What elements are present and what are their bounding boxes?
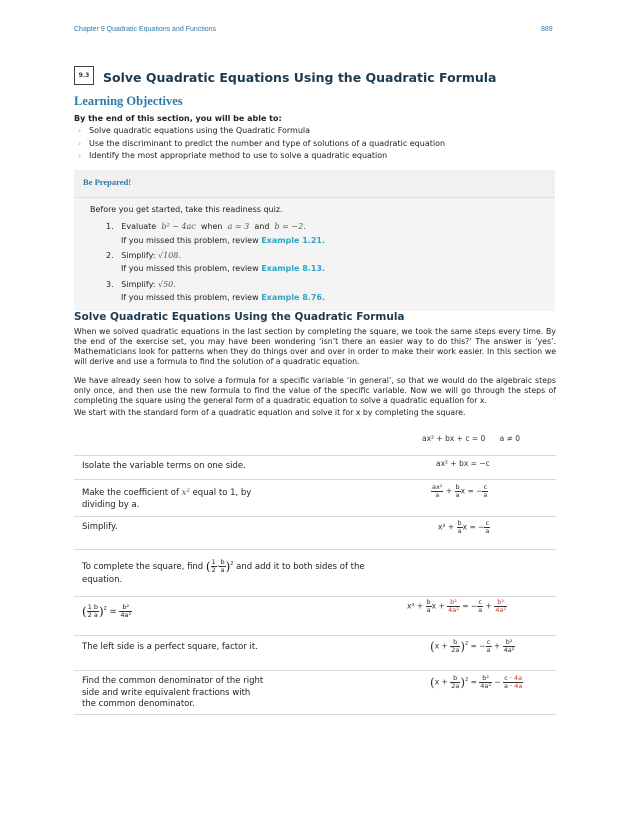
- example-link[interactable]: Example 8.13.: [261, 264, 326, 273]
- step-6-equation: (x + $\frac{b}{2a}$ )$^2$ = $\frac{\text{b²}}{\text{4a²}}$ − $\frac{c \cdot 4a}{a \cdot 4a}$: [430, 674, 523, 690]
- step-6-text: Find the common denominator of the right side and write equivalent fractions with the common denominator.: [82, 676, 264, 709]
- be-prepared-intro: Before you get started, take this readiness quiz.: [90, 205, 283, 214]
- example-link[interactable]: Example 8.76.: [261, 293, 326, 302]
- step-5-equation: (x + $\frac{b}{2a}$ )$^2$ = − $\frac{c}{a}$ + $\frac{\text{b²}}{\text{4a²}}$: [430, 638, 515, 654]
- divider: [74, 516, 556, 517]
- step-2-equation: $\frac{\text{ax²}}{a}$ + $\frac{b}{a}$ x = − $\frac{c}{a}$: [432, 483, 488, 499]
- divider: [74, 549, 556, 550]
- quiz-item-1: 1. Evaluate b² − 4ac when a = 3 and b = −2.: [106, 222, 306, 231]
- step-5-text: The left side is a perfect square, factor it.: [82, 642, 258, 652]
- divider: [74, 670, 556, 671]
- subsection-title: Solve Quadratic Equations Using the Quadratic Formula: [74, 311, 405, 323]
- be-prepared-header: [74, 170, 555, 197]
- start-equation: ax² + bx + c = 0 a ≠ 0: [422, 434, 521, 443]
- running-header-chapter: Chapter 9 Quadratic Equations and Functions: [74, 26, 217, 33]
- section-title: Solve Quadratic Equations Using the Quadratic Formula: [103, 70, 497, 85]
- bullet-icon: ›: [78, 138, 82, 148]
- step-4-formula: ( $\frac{1}{2}$ $\frac{b}{a}$ )$^2$ = $\frac{\text{b²}}{\text{4a²}}$: [82, 602, 132, 619]
- divider: [74, 479, 556, 480]
- list-item: › Identify the most appropriate method to use to solve a quadratic equation: [74, 150, 445, 163]
- quiz-expression: b² − 4ac: [161, 222, 196, 231]
- step-1-text: Isolate the variable terms on one side.: [82, 461, 246, 471]
- quiz-review-2: If you missed this problem, review Example 8.13.: [121, 264, 326, 273]
- step-3-text: Simplify.: [82, 522, 118, 532]
- learning-objectives-heading: Learning Objectives: [74, 94, 183, 108]
- quiz-review-1: If you missed this problem, review Example 1.21.: [121, 236, 326, 245]
- step-1-equation: ax² + bx = −c: [436, 459, 490, 468]
- paragraph-1: When we solved quadratic equations in the last section by completing the square, we took the same steps every time. By the end of the exercise set, you may have been wondering ‘isn’t there an easier way to do this?’ The answer is ‘yes’. Mathematicians look for patterns when they do things over and over in order to make their work easier. In this section we will derive and use a formula to find the solution of a quadratic equation.: [74, 327, 556, 366]
- quiz-expression: √50.: [157, 280, 176, 289]
- divider: [74, 197, 555, 198]
- learning-objectives-list: [74, 125, 445, 163]
- page-number: 889: [541, 26, 553, 33]
- section-number-box: 9.3: [74, 66, 94, 85]
- step-3-equation: x² + $\frac{b}{a}$ x = − $\frac{c}{a}$: [438, 519, 490, 535]
- quiz-item-2: 2. Simplify: √108.: [106, 251, 181, 260]
- list-item: › Use the discriminant to predict the number and type of solutions of a quadratic equation: [74, 138, 445, 151]
- step-4-text: To complete the square, find ( $\frac{1}{2}$ · $\frac{b}{a}$ )$^2$ and add it to both sides of the equation.: [82, 557, 365, 585]
- bullet-icon: ›: [78, 126, 82, 135]
- quiz-review-3: If you missed this problem, review Example 8.76.: [121, 293, 326, 302]
- divider: [74, 635, 556, 636]
- list-item: › Solve quadratic equations using the Quadratic Formula: [74, 125, 445, 138]
- quiz-expression: √108.: [157, 251, 181, 260]
- be-prepared-title: Be Prepared!: [83, 177, 132, 187]
- step-2-text: Make the coefficient of x² equal to 1, by dividing by a.: [82, 488, 252, 510]
- divider: [74, 455, 556, 456]
- step-4-equation: x² + $\frac{b}{a}$ x + $\frac{\text{b²}}{\text{4a²}}$ = − $\frac{c}{a}$ + $\frac{\text{b²}}{\text{4a²}}$: [407, 598, 506, 614]
- paragraph-3: We start with the standard form of a quadratic equation and solve it for x by completing the square.: [74, 408, 466, 417]
- learning-objectives-intro: By the end of this section, you will be able to:: [74, 114, 282, 123]
- bullet-icon: ›: [78, 151, 82, 160]
- quiz-item-3: 3. Simplify: √50.: [106, 280, 176, 289]
- divider: [74, 596, 556, 597]
- divider: [74, 714, 556, 715]
- paragraph-2: We have already seen how to solve a formula for a specific variable ‘in general’, so that we would do the algebraic steps only once, and then use the new formula to find the value of the specific variable. Now we will go through the steps of completing the square using the general form of a quadratic equation to solve a quadratic equation for x.: [74, 376, 556, 405]
- example-link[interactable]: Example 1.21.: [261, 236, 326, 245]
